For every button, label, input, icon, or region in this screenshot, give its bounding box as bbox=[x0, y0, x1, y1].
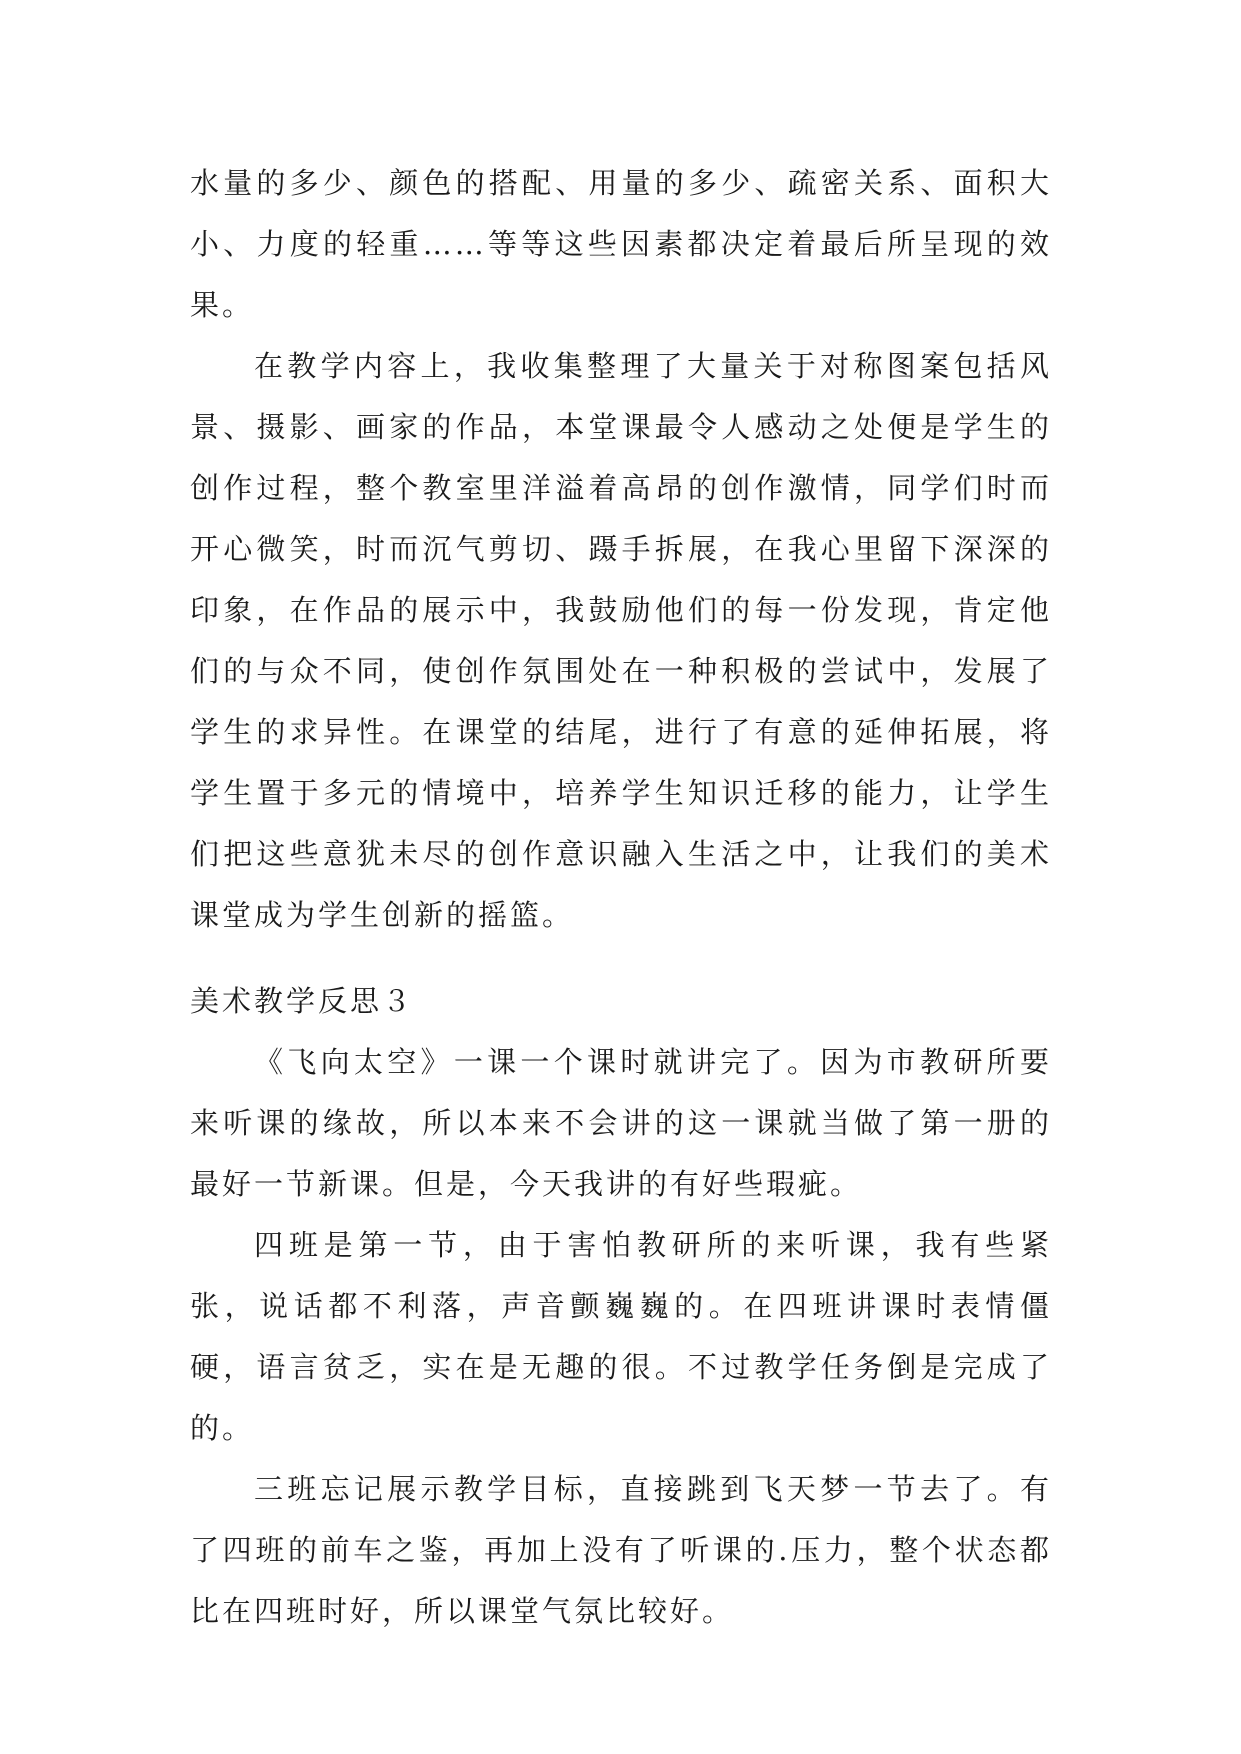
text-block-bottom bbox=[190, 1032, 1052, 1642]
paragraph-1: 水量的多少、颜色的搭配、用量的多少、疏密关系、面积大小、力度的轻重……等等这些因素都决定着最后所呈现的效果。 bbox=[190, 166, 1052, 322]
paragraph-5: 三班忘记展示教学目标，直接跳到飞天梦一节去了。有了四班的前车之鉴，再加上没有了听课的.压力，整个状态都比在四班时好，所以课堂气氛比较好。 bbox=[190, 1472, 1052, 1628]
section-heading: 美术教学反思３ bbox=[190, 984, 415, 1018]
paragraph-4: 四班是第一节，由于害怕教研所的来听课，我有些紧张，说话都不利落，声音颤巍巍的。在四班讲课时表情僵硬，语言贫乏，实在是无趣的很。不过教学任务倒是完成了的。 bbox=[190, 1228, 1052, 1445]
paragraph-2: 在教学内容上，我收集整理了大量关于对称图案包括风景、摄影、画家的作品，本堂课最令人感动之处便是学生的创作过程，整个教室里洋溢着高昂的创作激情，同学们时而开心微笑，时而沉气剪切、蹑手拆展，在我心里留下深深的印象，在作品的展示中，我鼓励他们的每一份发现，肯定他们的与众不同，使创作氛围处在一种积极的尝试中，发展了学生的求异性。在课堂的结尾，进行了有意的延伸拓展，将学生置于多元的情境中，培养学生知识迁移的能力，让学生们把这些意犹未尽的创作意识融入生活之中，让我们的美术课堂成为学生创新的摇篮。 bbox=[190, 349, 1052, 932]
text-block-top bbox=[190, 153, 1052, 946]
paragraph-3: 《飞向太空》一课一个课时就讲完了。因为市教研所要来听课的缘故，所以本来不会讲的这一课就当做了第一册的最好一节新课。但是，今天我讲的有好些瑕疵。 bbox=[190, 1045, 1052, 1201]
